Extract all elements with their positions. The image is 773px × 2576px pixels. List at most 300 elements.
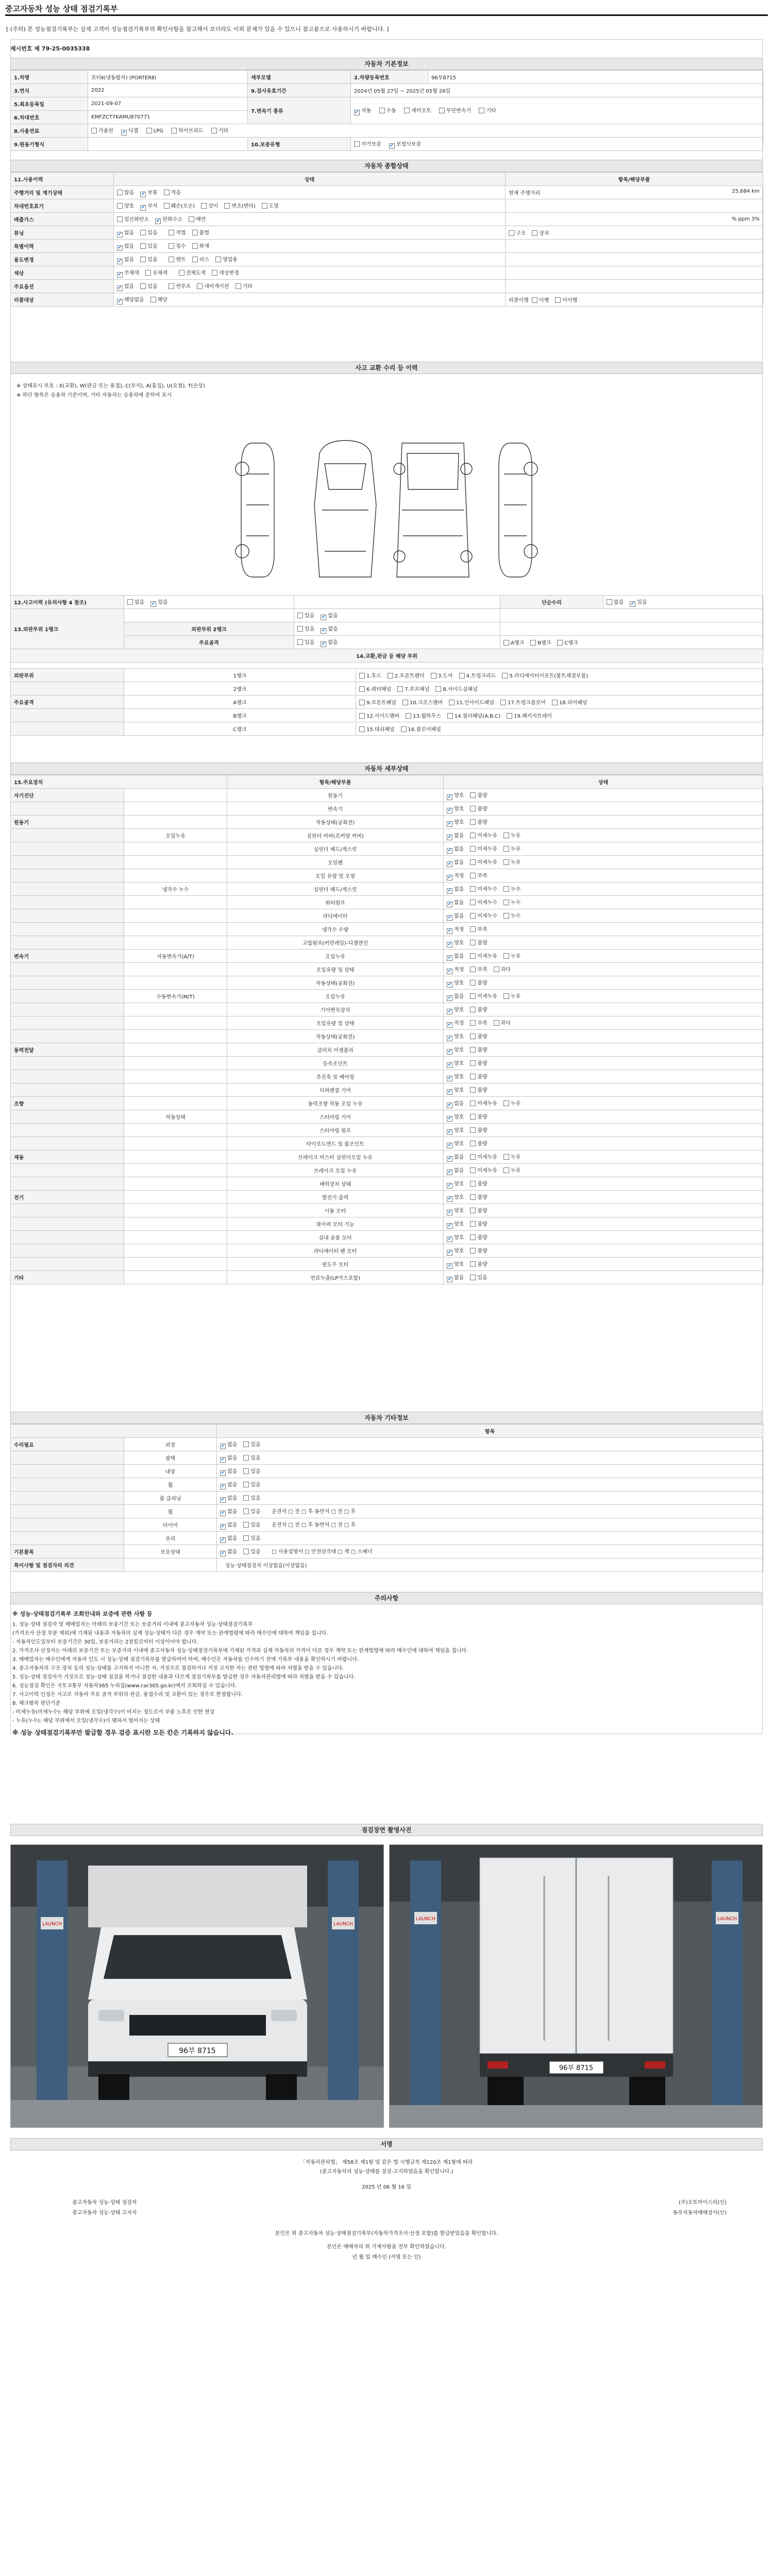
frame-rank-a-checkbox[interactable] (503, 640, 509, 646)
options-item-label: 룸 클리닝 (124, 1492, 217, 1505)
general-1-option-4-label: 변조(변타) (231, 203, 256, 209)
general-2-option-2-label: 매연 (195, 216, 206, 223)
detail-12-option-2-checkbox[interactable] (503, 953, 509, 959)
options-6-option-1-checkbox[interactable] (243, 1522, 249, 1528)
general-0-option-0-label: 많음 (124, 190, 135, 196)
detail-32-option-0-checkbox[interactable] (447, 1223, 452, 1229)
parts-1-option-0-checkbox[interactable] (359, 686, 365, 692)
options-2-option-0-label: 없음 (227, 1468, 238, 1475)
detail-9-option-2-label: 누수 (510, 913, 521, 919)
detail-part-label: 추진축 및 베어링 (227, 1070, 444, 1083)
options-item-label: 외장 (124, 1438, 217, 1451)
buyer-signature-line: 년 월 일 매수인 (서명 또는 인) (352, 2255, 421, 2260)
fuel-gasoline-checkbox[interactable] (91, 128, 97, 133)
parts-0-option-2-checkbox[interactable] (431, 673, 436, 679)
parts-1-option-2-checkbox[interactable] (435, 686, 441, 692)
detail-27-option-2-checkbox[interactable] (503, 1154, 509, 1160)
front-photo (10, 1844, 384, 2128)
transmission-semi-checkbox[interactable] (404, 108, 410, 113)
general-3-b-option-0-label: 적법 (176, 230, 186, 236)
options-item-label: 보유상태 (124, 1545, 217, 1558)
warranty-self-checkbox[interactable] (354, 141, 360, 147)
frame-rank-c-checkbox[interactable] (557, 640, 563, 646)
detail-15-option-1-label: 미세누유 (477, 993, 497, 999)
detail-26-option-1-checkbox[interactable] (470, 1141, 476, 1146)
general-1-option-1-checkbox[interactable] (140, 205, 146, 211)
general-2-option-0-checkbox[interactable] (117, 216, 123, 222)
fuel-hybrid-checkbox[interactable] (171, 128, 177, 133)
detail-group-label (11, 1030, 124, 1043)
general-4-option-1-checkbox[interactable] (140, 243, 146, 249)
detail-part-label: 오일누유 (227, 950, 444, 963)
simple-repair-yes-checkbox[interactable] (630, 601, 635, 607)
svg-text:LAUNCH: LAUNCH (42, 1922, 62, 1927)
options-7-option-0-checkbox[interactable] (220, 1537, 226, 1543)
detail-10-option-1-checkbox[interactable] (470, 926, 476, 932)
fuel-diesel-checkbox[interactable] (121, 130, 127, 135)
detail-24-option-0-checkbox[interactable] (447, 1116, 452, 1122)
parts-0-option-1-checkbox[interactable] (388, 673, 393, 679)
parts-0-option-0-checkbox[interactable] (359, 673, 365, 679)
detail-23-option-0-checkbox[interactable] (447, 1103, 452, 1108)
options-item-label: 휠 (124, 1505, 217, 1518)
detail-16-option-0-checkbox[interactable] (447, 1009, 452, 1014)
general-3-option-1-checkbox[interactable] (140, 230, 146, 235)
options-row (11, 1465, 763, 1478)
general-1-option-4-checkbox[interactable] (224, 203, 230, 209)
lift-post-left (410, 1860, 441, 2118)
parts-1-option-1-checkbox[interactable] (397, 686, 403, 692)
detail-1-option-1-label: 불량 (477, 806, 488, 812)
transmission-auto-checkbox[interactable] (354, 110, 360, 115)
detail-17-option-1-label: 부족 (477, 1020, 488, 1026)
detail-sub-label (124, 1191, 227, 1204)
general-0-option-1-checkbox[interactable] (140, 192, 146, 197)
detail-13-option-1-checkbox[interactable] (470, 967, 476, 972)
parts-3-option-1-checkbox[interactable] (406, 713, 411, 719)
detail-36-option-0-checkbox[interactable] (447, 1277, 452, 1282)
detail-9-option-1-checkbox[interactable] (470, 913, 476, 919)
parts-group-label (11, 682, 124, 696)
parts-2-option-2-label: 11.인사이드패널 (456, 700, 494, 706)
detail-sub-label: 자동변속기(A/T) (124, 950, 227, 963)
detail-25-option-0-checkbox[interactable] (447, 1129, 452, 1135)
general-1-option-3-label: 상이 (208, 203, 219, 209)
detail-30-option-1-checkbox[interactable] (470, 1194, 476, 1200)
options-8-option-0-checkbox[interactable] (220, 1551, 226, 1556)
options-item-label: 휠 (124, 1478, 217, 1492)
detail-13-option-0-checkbox[interactable] (447, 969, 452, 974)
options-1-option-0-checkbox[interactable] (220, 1457, 226, 1463)
section-accident-header: 사고 교환 수리 등 이력 (10, 362, 763, 374)
general-1-option-2-checkbox[interactable] (164, 203, 170, 209)
general-2-option-2-checkbox[interactable] (189, 216, 194, 222)
detail-25-option-1-checkbox[interactable] (470, 1127, 476, 1133)
transmission-manual-checkbox[interactable] (379, 108, 385, 113)
detail-28-option-1-checkbox[interactable] (470, 1167, 476, 1173)
detail-sub-label (124, 856, 227, 869)
detail-36-option-1-checkbox[interactable] (470, 1275, 476, 1280)
detail-22-option-0-checkbox[interactable] (447, 1089, 452, 1095)
detail-row (11, 950, 763, 963)
general-7-option-1-checkbox[interactable] (140, 283, 146, 289)
notice-line: (가격조사 산정 부분 제외)에 기재된 내용과 자동차의 실제 성능·상태가 다른 경우 계약 또는 관계법령에 따라 매수인에 대하여 책임을 집니다. (12, 1631, 328, 1636)
options-5-option-1-checkbox[interactable] (243, 1509, 249, 1514)
detail-13-option-2-checkbox[interactable] (494, 967, 499, 972)
detail-sub-label (124, 816, 227, 829)
general-8-c-option-0-checkbox[interactable] (532, 297, 537, 303)
svg-text:LAUNCH: LAUNCH (333, 1922, 353, 1927)
detail-part-label: 실린더 커버(로커암 커버) (227, 829, 444, 842)
general-1-option-5-checkbox[interactable] (262, 203, 267, 209)
general-8-option-0-checkbox[interactable] (117, 299, 123, 304)
general-row-label: 차대번호표기 (11, 199, 114, 213)
options-4-option-1-checkbox[interactable] (243, 1495, 249, 1501)
detail-row (11, 789, 763, 802)
general-0-option-2-label: 적음 (171, 190, 181, 196)
detail-19-option-0-checkbox[interactable] (447, 1049, 452, 1055)
frame-rank-b-checkbox[interactable] (530, 640, 536, 646)
detail-35-option-0-checkbox[interactable] (447, 1263, 452, 1269)
general-3-c-option-1-checkbox[interactable] (532, 230, 537, 236)
outer-rank1-no-checkbox[interactable] (321, 615, 326, 620)
detail-part-label: 타이로드엔드 및 볼조인트 (227, 1137, 444, 1150)
options-6-option-0-checkbox[interactable] (220, 1524, 226, 1530)
options-7-option-1-checkbox[interactable] (243, 1535, 249, 1541)
detail-31-option-1-checkbox[interactable] (470, 1208, 476, 1213)
detail-3-option-1-checkbox[interactable] (470, 833, 476, 838)
parts-3-option-0-checkbox[interactable] (359, 713, 365, 719)
notice-line: 7. 사고이력 인정은 사고로 자동차 주요 골격 부위의 판금, 용접수리 및 교환이 있는 경우로 한정합니다. (12, 1692, 243, 1698)
general-7-option-0-checkbox[interactable] (117, 285, 123, 291)
general-3-c-option-0-checkbox[interactable] (509, 230, 514, 236)
options-5-option-0-checkbox[interactable] (220, 1511, 226, 1516)
detail-sub-label (124, 1164, 227, 1177)
general-7-b-option-0-label: 썬루프 (176, 283, 191, 290)
detail-35-option-1-checkbox[interactable] (470, 1261, 476, 1267)
notice-warning: ※ 성능 상태점검기록부만 발급할 경우 검증 표시란 모든 칸은 기록하지 않습니다. (12, 1729, 233, 1736)
vehicle-diagram (222, 433, 551, 587)
general-row-label: 배출가스 (11, 213, 114, 226)
general-0-option-2-checkbox[interactable] (164, 190, 170, 195)
options-2-option-1-checkbox[interactable] (243, 1468, 249, 1474)
fuel-other-checkbox[interactable] (211, 128, 217, 133)
notice-line: 4. 중고자동차의 구조·장치 등의 성능·상태를 고지하지 아니한 자, 거짓으로 점검하거나 거짓 고지한 자는 관련 법령에 따라 처벌을 받을 수 있습니다. (12, 1666, 344, 1671)
general-7-b-option-2-checkbox[interactable] (236, 283, 241, 289)
detail-3-option-2-checkbox[interactable] (503, 833, 509, 838)
sign-confirm-line: (중고자동차의 성능·상태를 점검·고지하였음을 확인합니다.) (320, 2169, 453, 2175)
detail-17-option-1-checkbox[interactable] (470, 1020, 476, 1026)
detail-27-option-0-checkbox[interactable] (447, 1156, 452, 1162)
detail-14-option-1-checkbox[interactable] (470, 980, 476, 986)
detail-23-option-2-checkbox[interactable] (503, 1100, 509, 1106)
frame-yes-checkbox[interactable] (297, 639, 303, 645)
detail-part-label: 클러치 어셈블리 (227, 1043, 444, 1057)
detail-5-option-1-checkbox[interactable] (470, 859, 476, 865)
fuel-lpg-checkbox[interactable] (146, 128, 152, 133)
detail-23-option-1-checkbox[interactable] (470, 1100, 476, 1106)
detail-9-option-2-checkbox[interactable] (503, 913, 509, 919)
parts-0-option-4-label: 5.라디에이터서포트(볼트체결부품) (509, 673, 589, 679)
parts-3-option-1-label: 13.휠하우스 (413, 714, 441, 719)
detail-9-option-0-checkbox[interactable] (447, 915, 452, 921)
options-group-label (11, 1478, 124, 1492)
detail-12-option-1-checkbox[interactable] (470, 953, 476, 959)
detail-31-option-0-checkbox[interactable] (447, 1210, 452, 1215)
general-4-option-0-checkbox[interactable] (117, 245, 123, 251)
general-7-b-option-1-checkbox[interactable] (197, 283, 203, 289)
detail-2-option-0-checkbox[interactable] (447, 821, 452, 827)
detail-22-option-1-label: 불량 (477, 1087, 488, 1093)
general-0-option-0-checkbox[interactable] (117, 190, 123, 195)
sign-date: 2025 년 06 월 16 일 (362, 2184, 411, 2190)
detail-18-option-1-checkbox[interactable] (470, 1033, 476, 1039)
general-1-option-3-checkbox[interactable] (201, 203, 207, 209)
detail-8-option-0-checkbox[interactable] (447, 902, 452, 907)
parts-2-option-4-checkbox[interactable] (552, 700, 558, 705)
detail-32-option-0-label: 양호 (454, 1221, 464, 1227)
parts-0-option-3-checkbox[interactable] (459, 673, 465, 679)
options-row (11, 1492, 763, 1505)
detail-32-option-1-checkbox[interactable] (470, 1221, 476, 1227)
detail-17-option-0-checkbox[interactable] (447, 1022, 452, 1028)
simple-repair-none-checkbox[interactable] (607, 599, 612, 605)
general-8-option-1-checkbox[interactable] (150, 297, 156, 302)
general-7-option-0-label: 없음 (124, 283, 135, 290)
detail-group-label: 전기 (11, 1191, 124, 1204)
detail-part-label: 동력조향 작동 오일 누유 (227, 1097, 444, 1110)
detail-28-option-2-checkbox[interactable] (503, 1167, 509, 1173)
general-6-b-option-1-checkbox[interactable] (212, 270, 217, 276)
detail-5-option-2-checkbox[interactable] (503, 859, 509, 865)
detail-33-option-1-checkbox[interactable] (470, 1234, 476, 1240)
parts-2-option-4-label: 18.리어패널 (559, 700, 587, 706)
detail-1-option-1-checkbox[interactable] (470, 806, 476, 811)
detail-34-option-1-checkbox[interactable] (470, 1248, 476, 1253)
detail-30-option-0-label: 양호 (454, 1194, 464, 1200)
parts-2-option-1-checkbox[interactable] (402, 700, 408, 705)
detail-sub-label (124, 1030, 227, 1043)
detail-8-option-2-label: 누수 (510, 900, 521, 906)
notifier-label: 중고자동차 성능·상태 고지자 (72, 2210, 137, 2216)
detail-4-option-1-checkbox[interactable] (470, 846, 476, 852)
detail-group-label (11, 1177, 124, 1191)
detail-20-option-0-checkbox[interactable] (447, 1062, 452, 1068)
document-title: 중고자동차 성능 상태 점검기록부 (5, 4, 118, 13)
detail-24-option-1-label: 불량 (477, 1114, 488, 1120)
detail-12-option-0-checkbox[interactable] (447, 955, 452, 961)
transmission-cvt-checkbox[interactable] (439, 108, 445, 113)
detail-33-option-0-checkbox[interactable] (447, 1236, 452, 1242)
detail-sub-label (124, 1258, 227, 1271)
detail-15-option-0-checkbox[interactable] (447, 995, 452, 1001)
detail-9-option-0-label: 없음 (454, 913, 464, 919)
detail-group-label (11, 829, 124, 842)
general-3-b-option-1-label: 불법 (199, 230, 209, 236)
detail-8-option-2-checkbox[interactable] (503, 900, 509, 905)
detail-27-option-0-label: 없음 (454, 1154, 464, 1160)
detail-6-option-0-checkbox[interactable] (447, 875, 452, 880)
detail-16-option-1-label: 불량 (477, 1007, 488, 1013)
general-5-b-option-2-checkbox[interactable] (215, 257, 221, 262)
parts-2-option-0-checkbox[interactable] (359, 700, 365, 705)
detail-4-option-0-checkbox[interactable] (447, 848, 452, 854)
detail-21-option-0-checkbox[interactable] (447, 1076, 452, 1081)
detail-7-option-2-checkbox[interactable] (503, 886, 509, 892)
detail-16-option-1-checkbox[interactable] (470, 1007, 476, 1012)
grille (129, 2015, 266, 2036)
transmission-other-checkbox[interactable] (479, 108, 484, 113)
detail-row (11, 923, 763, 936)
detail-29-option-1-checkbox[interactable] (470, 1181, 476, 1187)
general-row-label: 특별이력 (11, 240, 114, 253)
detail-part-label: 오일누유 (227, 990, 444, 1003)
options-8-option-1-checkbox[interactable] (243, 1549, 249, 1554)
general-6-option-0-label: 무채색 (124, 270, 139, 276)
detail-0-option-1-checkbox[interactable] (470, 792, 476, 798)
basic-row-6: 9.원동기형식 10.보증유형 자가보증 ✔ 보험사보증 (11, 138, 763, 151)
detail-15-option-2-checkbox[interactable] (503, 993, 509, 999)
detail-6-option-1-checkbox[interactable] (470, 873, 476, 878)
general-3-option-0-checkbox[interactable] (117, 232, 123, 238)
detail-part-label: 작동상태(공회전) (227, 816, 444, 829)
detail-20-option-1-checkbox[interactable] (470, 1060, 476, 1066)
outer-rank2-no-checkbox[interactable] (321, 628, 326, 634)
general-4-b-option-0-checkbox[interactable] (169, 243, 174, 249)
svg-text:LAUNCH: LAUNCH (717, 1917, 737, 1922)
general-4-b-option-1-checkbox[interactable] (192, 243, 198, 249)
detail-group-label (11, 1124, 124, 1137)
detail-8-option-1-checkbox[interactable] (470, 900, 476, 905)
detail-14-option-0-checkbox[interactable] (447, 982, 452, 988)
parts-4-option-0-checkbox[interactable] (359, 726, 365, 732)
detail-3-option-0-checkbox[interactable] (447, 835, 452, 840)
detail-row (11, 802, 763, 816)
detail-18-option-0-checkbox[interactable] (447, 1036, 452, 1041)
parts-2-option-2-checkbox[interactable] (449, 700, 455, 705)
detail-12-option-1-label: 미세누유 (477, 953, 497, 959)
warranty-insurer-checkbox[interactable] (389, 143, 395, 149)
options-group-label (11, 1532, 124, 1545)
detail-19-option-1-checkbox[interactable] (470, 1047, 476, 1053)
detail-row (11, 1191, 763, 1204)
accident-yes-checkbox[interactable] (150, 601, 156, 607)
detail-row (11, 842, 763, 856)
detail-group-label (11, 976, 124, 990)
general-3-b-option-1-checkbox[interactable] (192, 230, 198, 235)
detail-15-option-1-checkbox[interactable] (470, 993, 476, 999)
accident-table: 12.사고이력 (유의사항 4 참조) 없음✔ 있음 단순수리 없음✔ 있음 13.외판부위 1랭크 있음✔ 없음 외판부위 2랭크 있음✔ 없음 주요골격 있음✔ 없음 A랭크 B랭크 C랭크 14.교환,판금 등 해당 부위 (10, 595, 763, 663)
detail-26-option-0-label: 양호 (454, 1141, 464, 1147)
parts-3-option-2-checkbox[interactable] (447, 713, 453, 719)
detail-11-option-1-checkbox[interactable] (470, 940, 476, 945)
general-5-option-0-checkbox[interactable] (117, 259, 123, 264)
general-1-option-0-checkbox[interactable] (117, 203, 123, 209)
detail-2-option-1-checkbox[interactable] (470, 819, 476, 825)
options-0-option-0-checkbox[interactable] (220, 1444, 226, 1449)
detail-7-option-1-checkbox[interactable] (470, 886, 476, 892)
notifier-name: 동부자동차매매상사(인) (673, 2210, 727, 2216)
parts-3-option-3-checkbox[interactable] (507, 713, 512, 719)
detail-sub-label (124, 1057, 227, 1070)
detail-7-option-2-label: 누수 (510, 886, 521, 892)
detail-group-label: 동력전달 (11, 1043, 124, 1057)
sign-law-line: 「자동차관리법」 제58조 제1항 및 같은 법 시행규칙 제120조 제1항에 따라 (300, 2160, 473, 2165)
detail-10-option-0-checkbox[interactable] (447, 928, 452, 934)
outer-rank1-yes-checkbox[interactable] (297, 613, 303, 618)
general-5-b-option-0-checkbox[interactable] (169, 257, 174, 262)
options-3-option-0-checkbox[interactable] (220, 1484, 226, 1489)
parts-2-option-3-checkbox[interactable] (500, 700, 506, 705)
detail-23-option-0-label: 없음 (454, 1100, 464, 1107)
detail-34-option-0-checkbox[interactable] (447, 1250, 452, 1256)
parts-group-label (11, 722, 124, 736)
detail-29-option-0-checkbox[interactable] (447, 1183, 452, 1189)
detail-26-option-0-checkbox[interactable] (447, 1143, 452, 1148)
notice-line: 5. 성능·상태 점검자가 거짓으로 성능·상태 점검을 하거나 점검한 내용과 다르게 점검기록부를 발급한 경우 자동차관리법에 따라 처벌을 받을 수 있습니다. (12, 1674, 356, 1680)
options-8-option-1-label: 있음 (250, 1549, 261, 1555)
detail-27-option-1-checkbox[interactable] (470, 1154, 476, 1160)
frame-no-checkbox[interactable] (321, 641, 326, 647)
general-8-c-option-1-checkbox[interactable] (555, 297, 561, 303)
detail-sub-label (124, 789, 227, 802)
general-6-option-1-label: 유채색 (152, 270, 167, 276)
general-6-option-1-checkbox[interactable] (145, 270, 151, 276)
outer-rank2-yes-checkbox[interactable] (297, 626, 303, 632)
detail-1-option-0-checkbox[interactable] (447, 808, 452, 814)
options-0-option-1-checkbox[interactable] (243, 1442, 249, 1447)
detail-group-label (11, 1070, 124, 1083)
detail-5-option-0-checkbox[interactable] (447, 861, 452, 867)
general-2-option-1-checkbox[interactable] (155, 218, 161, 224)
general-6-b-option-0-checkbox[interactable] (179, 270, 184, 276)
parts-4-option-1-checkbox[interactable] (401, 726, 407, 732)
detail-24-option-1-checkbox[interactable] (470, 1114, 476, 1120)
detail-22-option-1-checkbox[interactable] (470, 1087, 476, 1093)
parts-0-option-4-checkbox[interactable] (502, 673, 508, 679)
detail-18-option-1-label: 불량 (477, 1033, 488, 1040)
detail-part-label: 오일팬 (227, 856, 444, 869)
parts-1-option-0-label: 6.쿼터패널 (366, 687, 392, 692)
detail-0-option-0-checkbox[interactable] (447, 794, 452, 800)
detail-sub-label (124, 1271, 227, 1284)
accident-none-checkbox[interactable] (127, 599, 133, 605)
detail-7-option-0-label: 없음 (454, 886, 464, 892)
options-1-option-1-checkbox[interactable] (243, 1455, 249, 1461)
detail-21-option-1-checkbox[interactable] (470, 1074, 476, 1079)
options-4-option-1-label: 있음 (250, 1495, 261, 1501)
general-5-b-option-1-checkbox[interactable] (192, 257, 198, 262)
detail-11-option-0-checkbox[interactable] (447, 942, 452, 947)
general-7-b-option-0-checkbox[interactable] (169, 283, 174, 289)
header-notice: [ (주의) 본 성능점검기록부는 실제 고객이 성능점검기록부의 확인사항을 참고해서 보더라도 이외 문제가 있을 수 있으니 참고용으로 사용하시기 바랍니다. ] (6, 26, 389, 32)
parts-rank-label: B랭크 (124, 709, 356, 722)
general-6-option-0-checkbox[interactable] (117, 272, 123, 278)
options-4-option-0-checkbox[interactable] (220, 1497, 226, 1503)
detail-28-option-0-checkbox[interactable] (447, 1170, 452, 1175)
detail-7-option-0-checkbox[interactable] (447, 888, 452, 894)
detail-30-option-0-checkbox[interactable] (447, 1196, 452, 1202)
general-5-option-1-checkbox[interactable] (140, 257, 146, 262)
detail-17-option-2-checkbox[interactable] (494, 1020, 499, 1026)
basic-info-table (10, 70, 763, 151)
general-3-b-option-0-checkbox[interactable] (169, 230, 174, 235)
options-2-option-0-checkbox[interactable] (220, 1470, 226, 1476)
detail-4-option-2-checkbox[interactable] (503, 846, 509, 852)
detail-31-option-0-label: 양호 (454, 1208, 464, 1214)
detail-28-option-0-label: 없음 (454, 1167, 464, 1174)
options-3-option-1-checkbox[interactable] (243, 1482, 249, 1487)
